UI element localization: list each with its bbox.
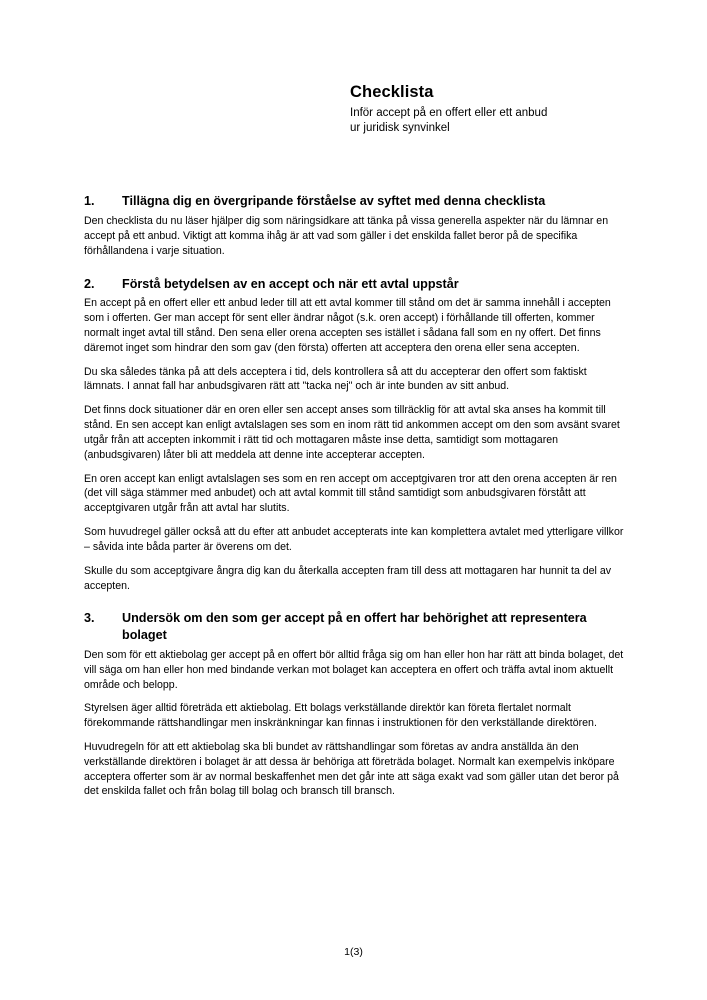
section-1-heading	[84, 193, 624, 210]
page-title: Checklista	[350, 83, 434, 101]
section-3-paragraph-3: Huvudregeln för att ett aktiebolag ska bli bundet av rättshandlingar som företas av andra anställda än den verkställande direktören i bolaget är att dessa är behöriga att företräda bolaget. Normalt kan exempelvis inköpare acceptera offerter som är av normal beskaffenhet men det går inte att säga exakt vad som gäller utan det beror på det enskilda fallet och från bolag till bolag och bransch till bransch.	[84, 740, 619, 798]
section-2-paragraph-1: En accept på en offert eller ett anbud leder till att ett avtal kommer till stånd om det är samma innehåll i accepten som i offerten. Ger man accept för sent eller ändrar något (s.k. oren accept) i förhållande till offerten, kommer normalt inget avtal till stånd. Den sena eller orena accepten ses istället i sådana fall som en ny offert. Det finns däremot inget som hindrar den som gav (den första) offerten att acceptera den orena eller sena accepten.	[84, 297, 611, 354]
section-2-paragraph-5: Som huvudregel gäller också att du efter att anbudet accepterats inte kan komplettera avtalet med ytterligare villkor – såvida inte båda parter är överens om det.	[84, 526, 624, 553]
section-3	[84, 610, 624, 799]
section-2-paragraph-3: Det finns dock situationer där en oren eller sen accept anses som tillräcklig för att avtal ska anses ha kommit till stånd. En sen accept kan enligt avtalslagen ses som en inom rätt tid ankommen accept om den som avsänt svaret utgår från att accepten inkommit i rätt tid och mottagaren måste inse detta, samtidigt som mottagaren (anbudsgivaren) låter bli att meddela att denne inte accepterar accepten.	[84, 404, 620, 461]
section-1	[84, 193, 624, 258]
section-2-paragraph-2: Du ska således tänka på att dels acceptera i tid, dels kontrollera så att du accepterar den offert som faktiskt lämnats. I annat fall har anbudsgivaren rätt att "tacka nej" och är inte bunden av sitt anbud.	[84, 365, 587, 393]
section-3-paragraph-1: Den som för ett aktiebolag ger accept på en offert bör alltid fråga sig om han eller hon har rätt att binda bolaget, det vill säga om han eller hon med bindande verkan mot bolaget kan acceptera en offert och träffa avtal inom aktuellt område och belopp.	[84, 648, 624, 691]
document-content	[84, 0, 624, 799]
section-3-heading	[84, 610, 624, 643]
doc-subtitle-line-2: ur juridisk synvinkel	[350, 122, 450, 135]
section-3-number: 3.	[84, 611, 95, 626]
page-footer: 1(3)	[344, 946, 363, 958]
section-2-heading	[84, 276, 624, 293]
section-2-paragraph-4: En oren accept kan enligt avtalslagen ses som en ren accept om acceptgivaren tror att den orena accepten är ren (det vill säga stämmer med anbudet) och att avtal kommit till stånd samtidigt som anbudsgivaren förstått att acceptgivaren utgår från att avtal har slutits.	[84, 472, 617, 515]
section-3-heading-text: Undersök om den som ger accept på en offert har behörighet att representera bolaget	[122, 611, 587, 643]
section-3-paragraph-2: Styrelsen äger alltid företräda ett aktiebolag. Ett bolags verkställande direktör kan företa flertalet normalt förekommande rättshandlingar men inskränkningar kan finnas i instruktionen för den verkställande direktören.	[84, 702, 597, 730]
title-block	[350, 82, 624, 137]
section-2-paragraph-6: Skulle du som acceptgivare ångra dig kan du återkalla accepten fram till dess att mottagaren har hunnit ta del av accepten.	[84, 564, 612, 592]
section-2-heading-text: Förstå betydelsen av en accept och när ett avtal uppstår	[122, 276, 459, 291]
section-2-number: 2.	[84, 276, 95, 291]
sections	[84, 193, 624, 799]
spacer	[84, 593, 624, 610]
section-1-number: 1.	[84, 194, 95, 209]
doc-subtitle-line-1: Inför accept på en offert eller ett anbud	[350, 106, 548, 119]
section-1-paragraph-1: Den checklista du nu läser hjälper dig som näringsidkare att tänka på vissa generella aspekter när du lämnar en accept på ett anbud. Viktigt att komma ihåg är att vad som gäller i det enskilda fallet beror på de specifika förhållandena i varje situation.	[84, 215, 609, 257]
section-2	[84, 276, 624, 594]
spacer	[84, 259, 624, 276]
section-1-heading-text: Tillägna dig en övergripande förståelse av syftet med denna checklista	[122, 194, 546, 209]
